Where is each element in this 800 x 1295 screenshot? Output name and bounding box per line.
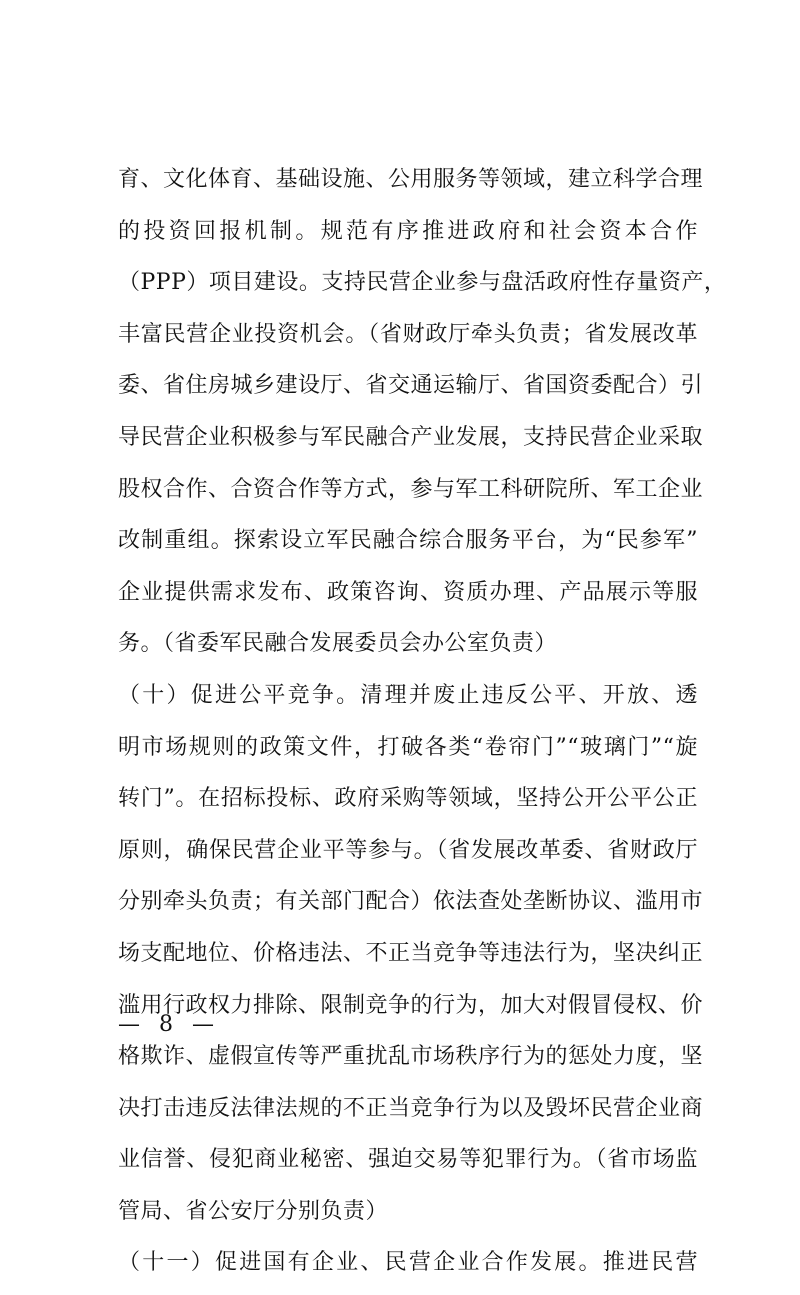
text-line: 委、省住房城乡建设厅、省交通运输厅、省国资委配合）引	[118, 373, 704, 399]
text-line: （PPP）项目建设。支持民营企业参与盘活政府性存量资产，	[118, 270, 727, 296]
text-line: 企业提供需求发布、政策咨询、资质办理、产品展示等服	[118, 579, 698, 605]
body-text	[118, 160, 727, 1295]
text-line: 改制重组。探索设立军民融合综合服务平台，为“民参军”	[118, 528, 698, 554]
text-line: 丰富民营企业投资机会。（省财政厅牵头负责；省发展改革	[118, 321, 698, 347]
text-line: 分别牵头负责；有关部门配合）依法查处垄断协议、滥用市	[118, 889, 704, 915]
text-line: 滥用行政权力排除、限制竞争的行为，加大对假冒侵权、价	[118, 992, 704, 1018]
text-line: 原则，确保民营企业平等参与。（省发展改革委、省财政厅	[118, 837, 698, 863]
text-line: 明市场规则的政策文件，打破各类“卷帘门”“玻璃门”“旋	[118, 734, 698, 760]
text-line: 格欺诈、虚假宣传等严重扰乱市场秩序行为的惩处力度，坚	[118, 1044, 704, 1070]
text-line: 决打击违反法律法规的不正当竞争行为以及毁坏民营企业商	[118, 1095, 704, 1121]
text-line: 管局、省公安厅分别负责）	[118, 1198, 389, 1224]
text-line: 导民营企业积极参与军民融合产业发展，支持民营企业采取	[118, 424, 704, 450]
text-line: 育、文化体育、基础设施、公用服务等领域，建立科学合理	[118, 167, 704, 192]
text-line: 转门”。在招标投标、政府采购等领域，坚持公开公平公正	[118, 786, 698, 812]
text-line: 业信誉、侵犯商业秘密、强迫交易等犯罪行为。（省市场监	[118, 1147, 698, 1173]
page-number: — 8 —	[118, 1012, 220, 1037]
text-line: （十一）促进国有企业、民营企业合作发展。推进民营	[118, 1250, 698, 1276]
text-line: 场支配地位、价格违法、不正当竞争等违法行为，坚决纠正	[118, 940, 704, 966]
text-line: 的投资回报机制。规范有序推进政府和社会资本合作	[118, 218, 698, 244]
text-line: 务。（省委军民融合发展委员会办公室负责）	[118, 631, 558, 657]
text-line: 股权合作、合资合作等方式，参与军工科研院所、军工企业	[118, 476, 704, 502]
text-line: （十）促进公平竞争。清理并废止违反公平、开放、透	[118, 682, 698, 708]
